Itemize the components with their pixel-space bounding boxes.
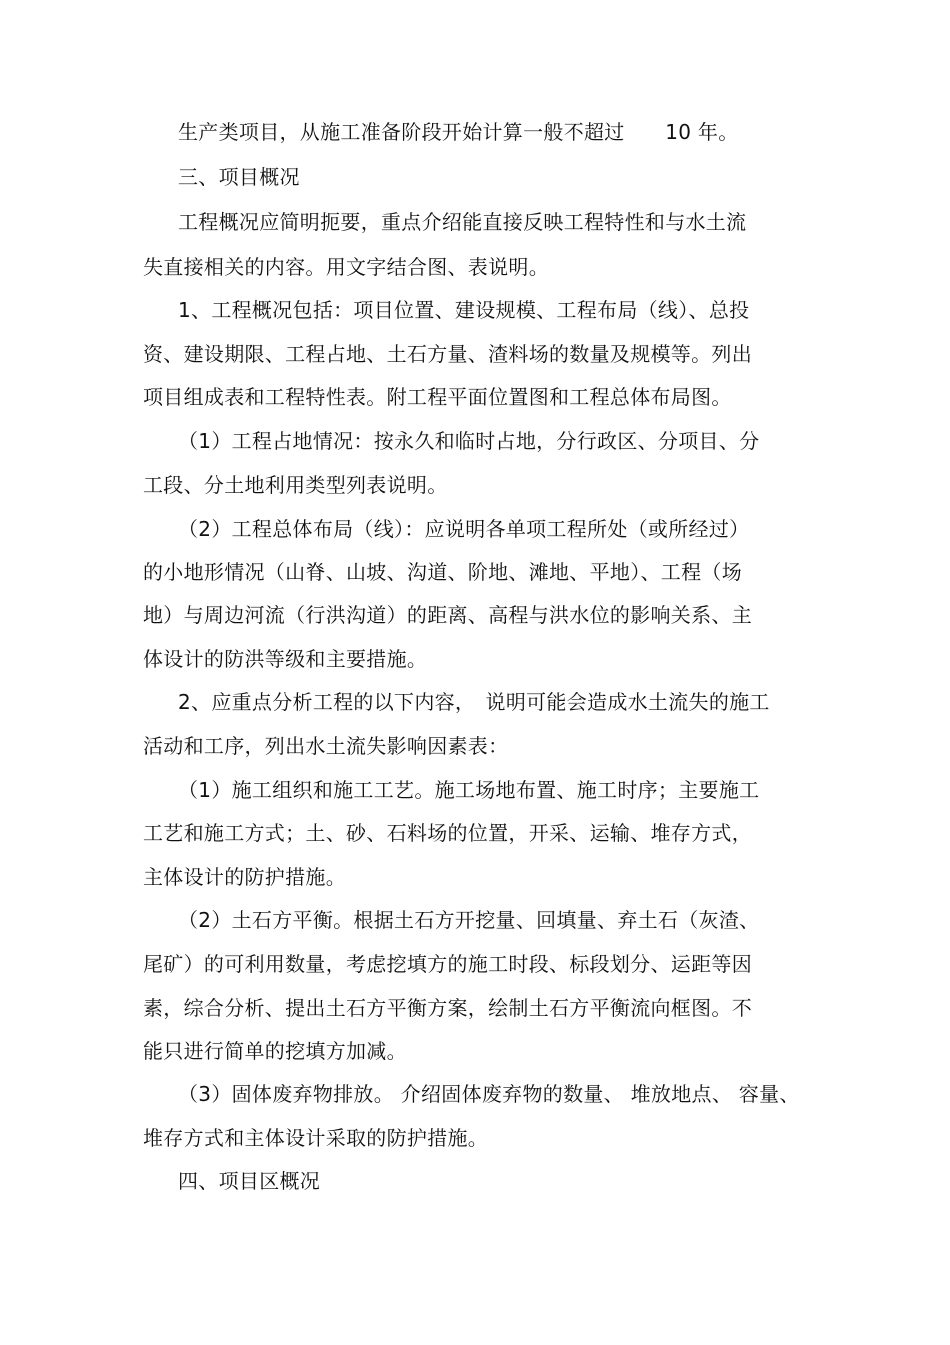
paragraph-line: 工程概况应简明扼要，重点介绍能直接反映工程特性和与水土流 bbox=[178, 210, 747, 234]
paragraph-line: 堆存方式和主体设计采取的防护措施。 bbox=[143, 1126, 489, 1150]
paragraph-line: 1、工程概况包括：项目位置、建设规模、工程布局（线）、总投 bbox=[178, 298, 750, 322]
paragraph-line: 地）与周边河流（行洪沟道）的距离、高程与洪水位的影响关系、主 bbox=[143, 603, 752, 627]
paragraph-line: 生产类项目，从施工准备阶段开始计算一般不超过 10 年。 bbox=[178, 120, 739, 144]
paragraph-line: （2）土石方平衡。根据土石方开挖量、回填量、弃土石（灰渣、 bbox=[178, 908, 760, 932]
paragraph-line: 尾矿）的可利用数量，考虑挖填方的施工时段、标段划分、运距等因 bbox=[143, 952, 752, 976]
paragraph-line: （1）工程占地情况：按永久和临时占地，分行政区、分项目、分 bbox=[178, 429, 760, 453]
paragraph-line: 项目组成表和工程特性表。附工程平面位置图和工程总体布局图。 bbox=[143, 385, 732, 409]
paragraph-line: 2、应重点分析工程的以下内容， 说明可能会造成水土流失的施工 bbox=[178, 690, 770, 714]
section-heading: 四、项目区概况 bbox=[178, 1169, 321, 1193]
paragraph-line: 体设计的防洪等级和主要措施。 bbox=[143, 647, 428, 671]
paragraph-line: 素，综合分析、提出土石方平衡方案，绘制土石方平衡流向框图。不 bbox=[143, 996, 752, 1020]
paragraph-line: 工艺和施工方式；土、砂、石料场的位置，开采、运输、堆存方式， bbox=[143, 821, 752, 845]
paragraph-line: （3）固体废弃物排放。 介绍固体废弃物的数量、 堆放地点、 容量、 bbox=[178, 1082, 800, 1106]
paragraph-line: 工段、分土地利用类型列表说明。 bbox=[143, 473, 448, 497]
paragraph-line: 能只进行简单的挖填方加减。 bbox=[143, 1039, 407, 1063]
paragraph-line: （1）施工组织和施工工艺。施工场地布置、施工时序；主要施工 bbox=[178, 778, 760, 802]
paragraph-line: （2）工程总体布局（线）：应说明各单项工程所处（或所经过） bbox=[178, 517, 750, 541]
paragraph-line: 主体设计的防护措施。 bbox=[143, 865, 346, 889]
paragraph-line: 资、建设期限、工程占地、土石方量、渣料场的数量及规模等。列出 bbox=[143, 342, 752, 366]
paragraph-line: 失直接相关的内容。用文字结合图、表说明。 bbox=[143, 255, 549, 279]
paragraph-line: 活动和工序，列出水土流失影响因素表： bbox=[143, 734, 509, 758]
section-heading: 三、项目概况 bbox=[178, 165, 300, 189]
paragraph-line: 的小地形情况（山脊、山坡、沟道、阶地、滩地、平地）、工程（场 bbox=[143, 560, 742, 584]
